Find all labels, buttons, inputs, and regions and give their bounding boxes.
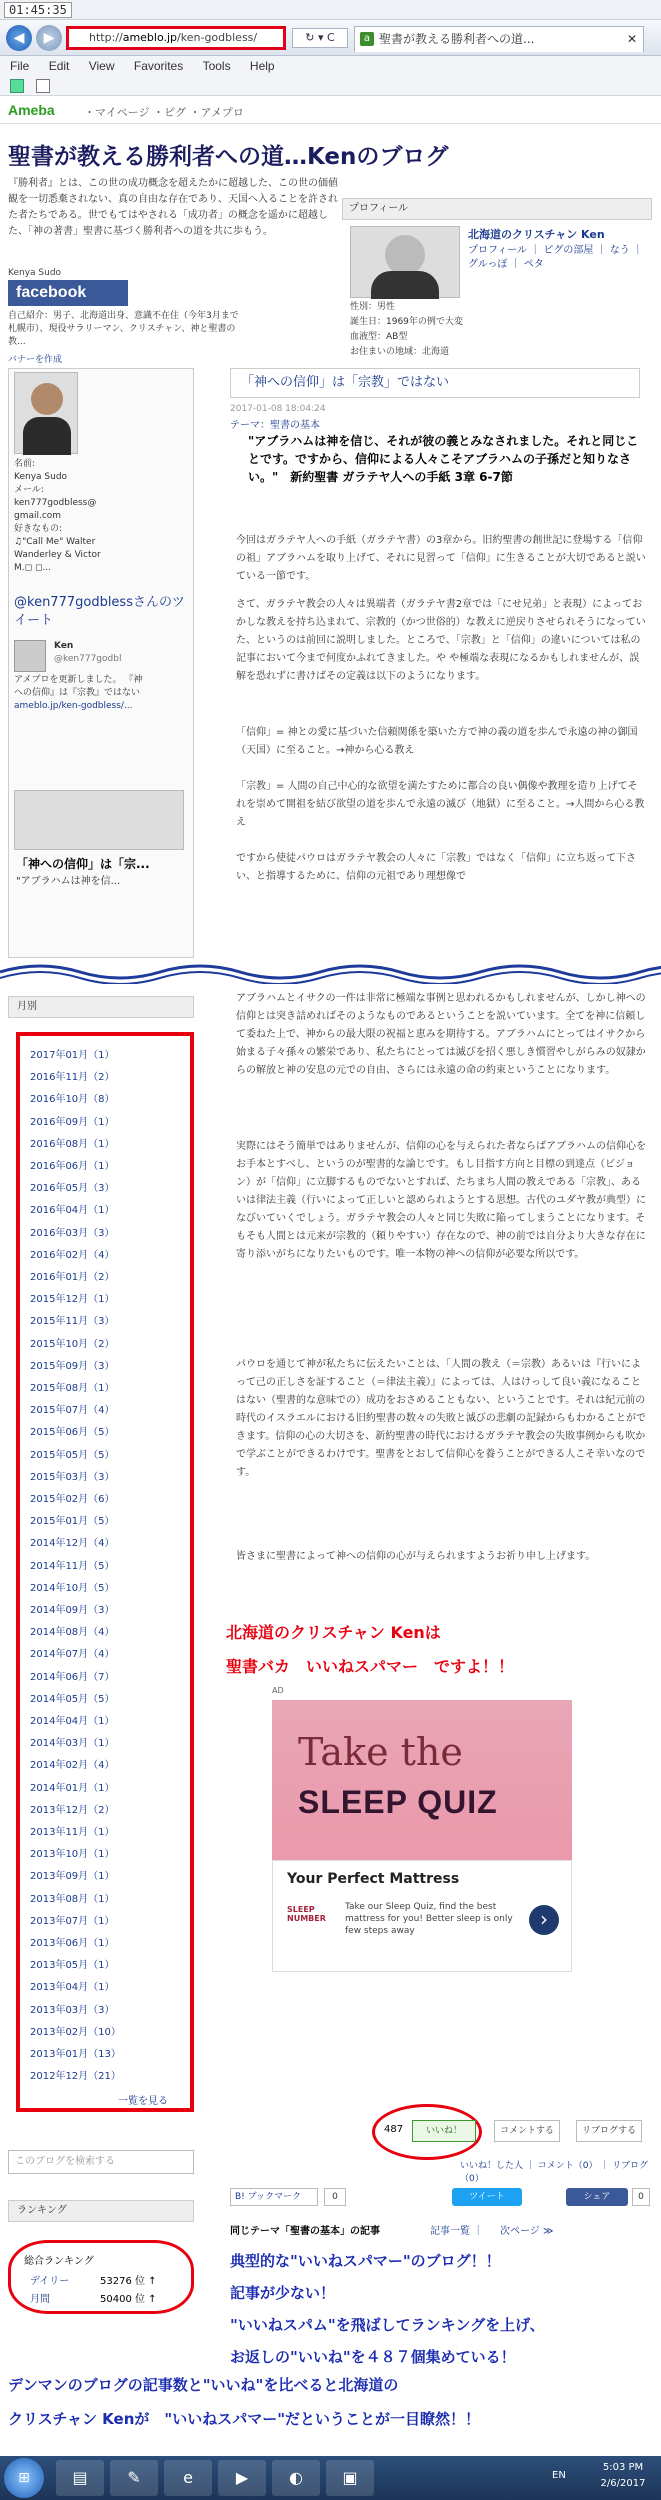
menu-view[interactable]: View xyxy=(88,59,115,73)
profile-birthday: 誕生日：1969年の例で大変 xyxy=(350,317,463,327)
tweet-card-title[interactable]: 「神への信仰」は「宗... xyxy=(16,857,150,871)
tweet-text: アメブロを更新しました。 『神への信仰』は『宗教』ではない xyxy=(14,675,143,698)
tweet-avatar-icon xyxy=(14,640,46,672)
archive-month-link[interactable]: 2014年03月（1） xyxy=(30,1738,115,1750)
bookmark-count: 0 xyxy=(324,2188,346,2206)
archive-month-link[interactable]: 2016年11月（2） xyxy=(30,1072,115,1084)
ad-arrow-icon[interactable]: › xyxy=(529,1905,559,1935)
archive-month-link[interactable]: 2016年04月（1） xyxy=(30,1205,115,1217)
forward-arrow-icon[interactable]: ▶ xyxy=(36,25,62,51)
taskbar-date: 2/6/2017 xyxy=(600,2478,646,2489)
archive-month-link[interactable]: 2014年06月（7） xyxy=(30,1671,115,1683)
profile-blood: 血液型：AB型 xyxy=(350,332,408,342)
next-page-link[interactable]: 次ページ ≫ xyxy=(500,2226,554,2237)
share-count: 0 xyxy=(632,2188,650,2206)
archive-month-link[interactable]: 2013年02月（10） xyxy=(30,2026,121,2038)
paint-taskbar-icon[interactable]: ◐ xyxy=(272,2460,320,2496)
archive-month-link[interactable]: 2013年03月（3） xyxy=(30,2004,115,2016)
ranking-daily-label[interactable]: デイリー xyxy=(30,2276,70,2287)
archive-month-link[interactable]: 2015年09月（3） xyxy=(30,1360,115,1372)
archive-month-link[interactable]: 2014年05月（5） xyxy=(30,1693,115,1705)
fb-owner-name: Kenya Sudo xyxy=(8,268,62,278)
profile-gender: 性別：男性 xyxy=(350,302,396,312)
archive-month-link[interactable]: 2015年02月（6） xyxy=(30,1494,115,1505)
tweet-name: Ken xyxy=(54,641,74,651)
meta-name-label: 名前: xyxy=(14,459,36,469)
like-count: 487 xyxy=(384,2124,404,2135)
annotation-4: "いいねスパム"を飛ばしてランキングを上げ、 xyxy=(230,2316,545,2334)
article-paragraph: 「宗教」= 人間の自己中心的な欲望を満たすために都合の良い偶像や教理を造り上げてそれを崇めて開祖を結び欲望の道を歩んで永遠の滅び（地獄）に至ること。→人間から心る教え xyxy=(236,781,645,828)
article-paragraph: ですから使徒パウロはガラテヤ教会の人々に「宗教」ではなく「信仰」に立ち返って下さい、と指導するために、信仰の元祖であり理想像で xyxy=(236,853,636,882)
archive-month-link[interactable]: 2016年01月（2） xyxy=(30,1272,115,1283)
annotation-2: 典型的な"いいねスパマー"のブログ！！ xyxy=(230,2252,501,2270)
archive-month-link[interactable]: 2015年11月（3） xyxy=(30,1316,115,1328)
archive-month-link[interactable]: 2014年04月（1） xyxy=(30,1716,115,1727)
facebook-logo[interactable]: facebook xyxy=(8,280,128,306)
archive-month-link[interactable]: 2017年01月（1） xyxy=(30,1050,115,1061)
archive-month-link[interactable]: 2016年08月（1） xyxy=(30,1138,115,1150)
article-title[interactable]: 「神への信仰」は「宗教」ではない xyxy=(230,368,640,398)
twitter-heading[interactable]: @ken777godblessさんのツイート xyxy=(14,595,185,628)
ranking-monthly-label[interactable]: 月間 xyxy=(30,2294,50,2305)
folder-taskbar-icon[interactable]: ▤ xyxy=(56,2460,104,2496)
tweet-card-image[interactable] xyxy=(14,790,184,850)
pdf-taskbar-icon[interactable]: ✎ xyxy=(110,2460,158,2496)
ranking-total-label: 総合ランキング xyxy=(24,2256,94,2267)
article-paragraph: アブラハムとイサクの一件は非常に極端な事例と思われるかもしれませんが、しかし神への信仰とは突き詰めればそのようなものであるということを説いています。全てを神に信頼して委ねた上で、神からの最大限の祝福と恵みを期待する。アブラハムにとってはイサクから始まる子々孫々の繁栄であり、私たちにとっては滅びを招く悪しき慣習やしがらみの奴隷からの解放と神の安息の元での自由、さらには永遠の命の約束ということになります。 xyxy=(236,993,646,1076)
article-paragraph: 今回はガラテヤ人への手紙（ガラテヤ書）の3章から。旧約聖書の創世記に登場する「信仰の祖」アブラハムを取り上げて、それに見習って「信仰」に生きることが大切であると説いている一節です。 xyxy=(236,535,646,582)
ad-logo: SLEEP NUMBER xyxy=(287,1905,326,1923)
archive-month-link[interactable]: 2013年12月（2） xyxy=(30,1804,115,1816)
archive-month-link[interactable]: 2013年06月（1） xyxy=(30,1938,115,1949)
meta-likes-2: Wanderley & Victor xyxy=(14,550,101,560)
tweet-link[interactable]: ameblo.jp/ken-godbless/... xyxy=(14,701,133,711)
archive-month-link[interactable]: 2013年10月（1） xyxy=(30,1849,115,1861)
same-theme-label: 同じテーマ「聖書の基本」の記事 xyxy=(230,2226,380,2237)
menu-tools[interactable]: Tools xyxy=(202,59,231,73)
menu-file[interactable]: File xyxy=(10,59,30,73)
menu-favorites[interactable]: Favorites xyxy=(133,59,184,73)
address-bar[interactable] xyxy=(66,26,286,50)
ameba-logo[interactable]: Ameba xyxy=(8,102,55,118)
tab-active[interactable] xyxy=(354,26,644,52)
profile-header: プロフィール xyxy=(342,198,652,220)
banner-link[interactable]: バナーを作成 xyxy=(8,355,63,365)
command-bar xyxy=(0,76,661,96)
meta-likes-3: M.◻ ◻... xyxy=(14,563,52,573)
archive-month-link[interactable]: 2015年07月（4） xyxy=(30,1405,115,1417)
blog-title[interactable]: 聖書が教える勝利者への道…Kenのブログ xyxy=(8,144,449,170)
archive-month-link[interactable]: 2015年03月（3） xyxy=(30,1471,115,1483)
start-button-icon[interactable]: ⊞ xyxy=(4,2458,44,2498)
annotation-3: 記事が少ない！ xyxy=(230,2284,336,2302)
archive-month-link[interactable]: 2014年10月（5） xyxy=(30,1582,115,1594)
archive-month-link[interactable]: 2014年02月（4） xyxy=(30,1760,115,1772)
taskbar-time: 5:03 PM xyxy=(602,2462,644,2473)
explorer-taskbar-icon[interactable]: ▣ xyxy=(326,2460,374,2496)
comment-button[interactable]: コメントする xyxy=(494,2120,560,2142)
tab-close-icon[interactable]: ✕ xyxy=(626,32,637,46)
ranking-monthly-value: 50400 位 ↑ xyxy=(100,2294,157,2305)
article-theme[interactable]: テーマ：聖書の基本 xyxy=(230,420,320,431)
annotation-1-line1: 北海道のクリスチャン Kenは xyxy=(226,1623,441,1642)
article-date: 2017-01-08 18:04:24 xyxy=(230,404,326,414)
profile-face xyxy=(385,235,425,275)
archive-month-link[interactable]: 2015年12月（1） xyxy=(30,1294,115,1306)
monthly-heading: 月別 xyxy=(8,996,194,1018)
article-paragraph: 実際にはそう簡単ではありませんが、信仰の心を与えられた者ならばアブラハムの信仰心をお手本とすべし、というのが聖書的な論じです。もし目指す方向と目標の到達点（ビジョン）が「信仰」に立脚するものでないとすれば、たちまち人間の教えである「宗教」、あるいは律法主義（行いによって正しいと認められようとする思想。古代のユダヤ教が典型）になびいていくでしょう。ガラテヤ教会の人々と同じ失敗に陥ってしまうことになります。そもそも人間とは元来が宗教的（頼りやすい）存在なので、神の前では自分より大きな存在に寄り添いがちになりたいものです。唯一本物の神への信仰が必要な所以です。 xyxy=(236,1141,646,1260)
archive-month-link[interactable]: 2013年11月（1） xyxy=(30,1827,115,1838)
url-domain: ameblo.jp xyxy=(122,31,178,44)
avatar-body xyxy=(23,417,71,455)
annotation-1-line2: 聖書バカ いいねスパマー ですよ！！ xyxy=(226,1657,515,1676)
archive-month-link[interactable]: 2016年05月（3） xyxy=(30,1183,115,1195)
media-taskbar-icon[interactable]: ▶ xyxy=(218,2460,266,2496)
url-path: /ken-godbless/ xyxy=(177,31,258,44)
menu-edit[interactable]: Edit xyxy=(48,59,70,73)
page-icon[interactable] xyxy=(36,79,50,93)
archive-month-link[interactable]: 2014年11月（5） xyxy=(30,1560,115,1572)
profile-info xyxy=(350,300,656,360)
tweet-button[interactable]: ツイート xyxy=(452,2188,522,2206)
refresh-controls[interactable]: ↻ ▾ C xyxy=(292,28,348,48)
archive-month-link[interactable]: 2015年05月（5） xyxy=(30,1449,115,1461)
back-arrow-icon[interactable]: ◀ xyxy=(6,25,32,51)
article-paragraph: 「信仰」= 神との愛に基づいた信頼関係を築いた方で神の義の道を歩んで永遠の神の御国（天国）に至ること。→神から心る教え xyxy=(236,727,638,756)
article-list-link[interactable]: 記事一覧 ｜ xyxy=(430,2226,484,2237)
archive-month-link[interactable]: 2013年04月（1） xyxy=(30,1982,115,1994)
like-meta[interactable]: いいね！した人 ｜ コメント（0） ｜ リブログ（0） xyxy=(460,2161,649,2184)
archive-month-link[interactable]: 2014年07月（4） xyxy=(30,1649,115,1661)
ad-headline: Your Perfect Mattress xyxy=(287,1871,460,1887)
archive-month-link[interactable]: 2014年09月（3） xyxy=(30,1605,115,1616)
tweet xyxy=(14,640,189,713)
archive-month-link[interactable]: 2014年01月（1） xyxy=(30,1782,115,1794)
wave-divider xyxy=(0,958,661,984)
profile-links[interactable]: プロフィール ｜ ピグの部屋 ｜ なう ｜ グルっぽ ｜ ペタ xyxy=(468,245,643,270)
profile-body xyxy=(371,271,439,299)
ameba-header xyxy=(0,96,661,124)
archive-month-link[interactable]: 2015年06月（5） xyxy=(30,1427,115,1439)
ranking-daily-value: 53276 位 ↑ xyxy=(100,2276,157,2287)
bookmark-button[interactable]: B! ブックマーク xyxy=(230,2188,318,2206)
screenshot-time-bar xyxy=(0,0,661,20)
ad-take: Take the xyxy=(298,1730,463,1774)
tab-title: 聖書が教える勝利者への道... xyxy=(379,32,535,46)
left-meta xyxy=(14,458,184,575)
menu-bar xyxy=(0,56,661,76)
annotation-5: お返しの"いいね"を４８７個集めている！ xyxy=(230,2348,516,2366)
fb-intro: 自己紹介：男子、北海道出身、意識不在住（今年3月まで札幌市）、現役サラリーマン、クリスチャン、神と聖書の教... xyxy=(8,311,239,347)
language-indicator[interactable]: EN xyxy=(552,2470,566,2481)
avatar xyxy=(14,372,78,454)
windows-taskbar xyxy=(0,2456,661,2500)
meta-mail-2: gmail.com xyxy=(14,511,62,521)
archive-month-link[interactable]: 2015年01月（5） xyxy=(30,1516,115,1528)
see-all-link[interactable]: 一覧を見る xyxy=(118,2096,168,2107)
profile-region: お住まいの地域：北海道 xyxy=(350,347,450,357)
browser-nav-bar xyxy=(0,20,661,56)
ameba-nav[interactable]: ・マイページ ・ピグ ・アメプロ xyxy=(84,106,244,119)
archive-month-link[interactable]: 2012年12月（21） xyxy=(30,2071,121,2083)
article-paragraph: さて、ガラテヤ教会の人々は異端者（ガラテヤ書2章では「にせ兄弟」と表現）によっておかしな教えを持ち込まれて、宗教的（かつ世俗的）な教えに逆戻りさせられそうになっていた、というのは前回に説明しました。ところで、「宗教」と「信仰」の違いについては私の記事において今まで何度かふれてきました。や や極端な表現になるかもしれませんが、誤解を恐れずに書けばその定義は以下のようになります。 xyxy=(236,599,646,682)
article-paragraph: 皆さまに聖書によって神への信仰の心が与えられますようお祈り申し上げます。 xyxy=(236,1551,596,1562)
archive-month-link[interactable]: 2016年10月（8） xyxy=(30,1094,115,1106)
article-quote: "アブラハムは神を信じ、それが彼の義とみなされました。それと同じことです。ですから、信仰による人々こそアブラハムの子孫だと知りなさい。" 新約聖書 ガラテヤ人への手紙 3章 6-7節 xyxy=(248,434,639,484)
ad-panel[interactable] xyxy=(272,1860,572,1972)
annotation-6-line2: クリスチャン Kenが "いいねスパマー"だということが一目瞭然！！ xyxy=(8,2410,481,2428)
blog-description: 『勝利者』とは、この世の成功概念を超えたかに超越した、この世の価値観を一切悉棄されない、真の自由な存在であり、天国へ入ることを許された者たちである。世でもてはやされる「成功者」の概念を遥かに超越した、「神の著書」聖書に基づく勝利者への道を共に歩もう。 xyxy=(8,178,338,237)
reblog-button[interactable]: リブログする xyxy=(576,2120,642,2142)
meta-likes-1: ♫"Call Me" Walter xyxy=(14,537,96,547)
ie-taskbar-icon[interactable]: e xyxy=(164,2460,212,2496)
archive-month-link[interactable]: 2014年08月（4） xyxy=(30,1627,115,1639)
ad-banner[interactable] xyxy=(272,1700,572,1860)
fb-share-button[interactable]: シェア xyxy=(566,2188,628,2206)
ad-body: Take our Sleep Quiz, find the best mattress for you! Better sleep is only few steps away xyxy=(345,1902,513,1936)
taskbar-clock[interactable] xyxy=(588,2460,658,2492)
ranking-heading: ランキング xyxy=(8,2200,194,2222)
home-icon[interactable] xyxy=(10,79,24,93)
archive-month-link[interactable]: 2016年06月（1） xyxy=(30,1161,115,1172)
archive-month-link[interactable]: 2016年02月（4） xyxy=(30,1249,115,1261)
archive-month-link[interactable]: 2015年08月（1） xyxy=(30,1383,115,1394)
profile-name[interactable]: 北海道のクリスチャン Ken xyxy=(468,228,605,241)
archive-month-link[interactable]: 2013年05月（1） xyxy=(30,1960,115,1972)
url-prefix: http:// xyxy=(89,31,123,44)
clock-label: 01:45:35 xyxy=(4,2,72,18)
like-button[interactable]: いいね！ xyxy=(412,2120,476,2142)
menu-help[interactable]: Help xyxy=(249,59,275,73)
archive-month-link[interactable]: 2016年09月（1） xyxy=(30,1116,115,1128)
article-paragraph: パウロを通じて神が私たちに伝えたいことは、「人間の教え（＝宗教）あるいは『行いによって己の正しさを証すること（＝律法主義）』によっては、人はけっして良い義になることはない（聖書的な意味での）成功をおさめることもない、ということです。それは紀元前の時代のイスラエルにおける旧約聖書の数々の失敗と滅びの悲劇の記録からもわかることができます。信仰の心の大切さを、新約聖書の時代におけるガラテヤ教会の失敗事例からも吹かで学ぶことができるわけです。聖書をとおして信仰心を養うことができる人こそ幸いなのです。 xyxy=(236,1359,646,1478)
archive-month-link[interactable]: 2013年07月（1） xyxy=(30,1915,115,1927)
blog-search-input[interactable]: このブログを検索する xyxy=(8,2150,194,2174)
archive-month-link[interactable]: 2013年09月（1） xyxy=(30,1871,115,1883)
profile-photo[interactable] xyxy=(350,226,460,298)
meta-likes-label: 好きなもの: xyxy=(14,524,63,534)
annotation-6-line1: デンマンのブログの記事数と"いいね"を比べると北海道の xyxy=(8,2376,399,2394)
ameba-favicon-icon: a xyxy=(360,32,374,46)
archive-month-link[interactable]: 2016年03月（3） xyxy=(30,1227,115,1239)
archive-month-link[interactable]: 2015年10月（2） xyxy=(30,1338,115,1350)
archive-month-link[interactable]: 2013年01月（13） xyxy=(30,2049,121,2060)
ad-marker: AD xyxy=(272,1686,284,1695)
tweet-handle: @ken777godbl xyxy=(54,654,122,664)
tweet-card-text: "アブラハムは神を信... xyxy=(16,876,121,887)
archive-month-link[interactable]: 2013年08月（1） xyxy=(30,1893,115,1905)
avatar-face xyxy=(31,383,63,415)
meta-name-value: Kenya Sudo xyxy=(14,472,68,482)
meta-mail-1: ken777godbless@ xyxy=(14,498,97,508)
ad-sleep-quiz: SLEEP QUIZ xyxy=(298,1784,498,1820)
archive-month-link[interactable]: 2014年12月（4） xyxy=(30,1538,115,1550)
meta-mail-label: メール: xyxy=(14,485,44,495)
